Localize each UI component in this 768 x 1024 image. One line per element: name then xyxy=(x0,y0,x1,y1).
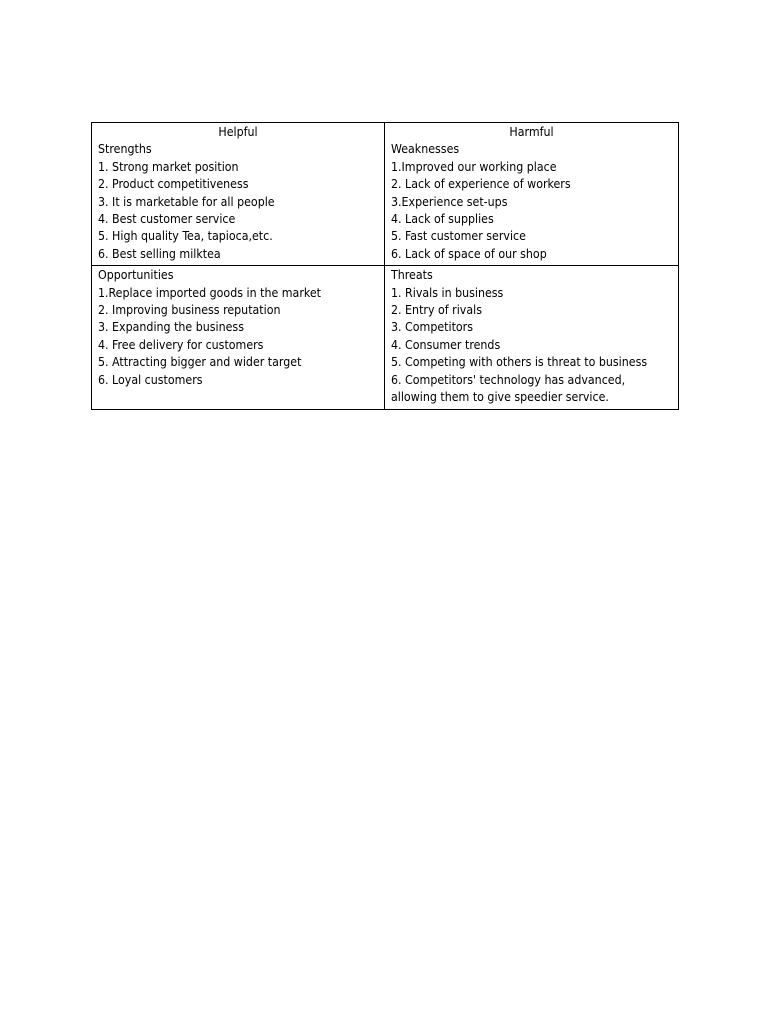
list-item: 5. Attracting bigger and wider target xyxy=(98,355,302,370)
list-item: 2. Improving business reputation xyxy=(98,303,281,318)
harmful-weaknesses-cell xyxy=(385,123,679,266)
list-item: 4. Consumer trends xyxy=(391,337,501,352)
threats-title: Threats xyxy=(391,268,433,283)
list-item: 1.Improved our working place xyxy=(391,159,557,174)
list-item: 4. Best customer service xyxy=(98,212,236,227)
list-item: 4. Lack of supplies xyxy=(391,212,494,227)
opportunities-cell xyxy=(92,266,385,409)
harmful-header: Harmful xyxy=(509,125,554,139)
list-item: 6. Competitors' technology has advanced, allowing them to give speedier service. xyxy=(391,372,626,405)
list-item: 3. Competitors xyxy=(391,320,473,335)
list-item: 6. Best selling milktea xyxy=(98,246,221,261)
threats-cell xyxy=(385,266,679,409)
list-item: 2. Entry of rivals xyxy=(391,303,482,318)
list-item: 6. Loyal customers xyxy=(98,372,203,387)
weaknesses-title: Weaknesses xyxy=(391,142,460,157)
strengths-title: Strengths xyxy=(98,142,152,157)
list-item: 5. High quality Tea, tapioca,etc. xyxy=(98,229,273,244)
swot-table xyxy=(91,122,679,410)
list-item: 3. Expanding the business xyxy=(98,320,244,335)
list-item: 3. It is marketable for all people xyxy=(98,194,275,209)
list-item: 2. Product competitiveness xyxy=(98,177,249,192)
list-item: 6. Lack of space of our shop xyxy=(391,246,547,261)
opportunities-title: Opportunities xyxy=(98,268,174,283)
list-item: 1. Strong market position xyxy=(98,159,239,174)
list-item: 4. Free delivery for customers xyxy=(98,337,264,352)
table-row xyxy=(92,123,679,266)
list-item: 2. Lack of experience of workers xyxy=(391,177,571,192)
table-row xyxy=(92,266,679,409)
list-item: 1. Rivals in business xyxy=(391,285,504,300)
helpful-strengths-cell xyxy=(92,123,385,266)
list-item: 1.Replace imported goods in the market xyxy=(98,285,321,300)
list-item: 3.Experience set-ups xyxy=(391,194,508,209)
helpful-header: Helpful xyxy=(218,125,258,139)
list-item: 5. Fast customer service xyxy=(391,229,526,244)
list-item: 5. Competing with others is threat to business xyxy=(391,355,648,370)
